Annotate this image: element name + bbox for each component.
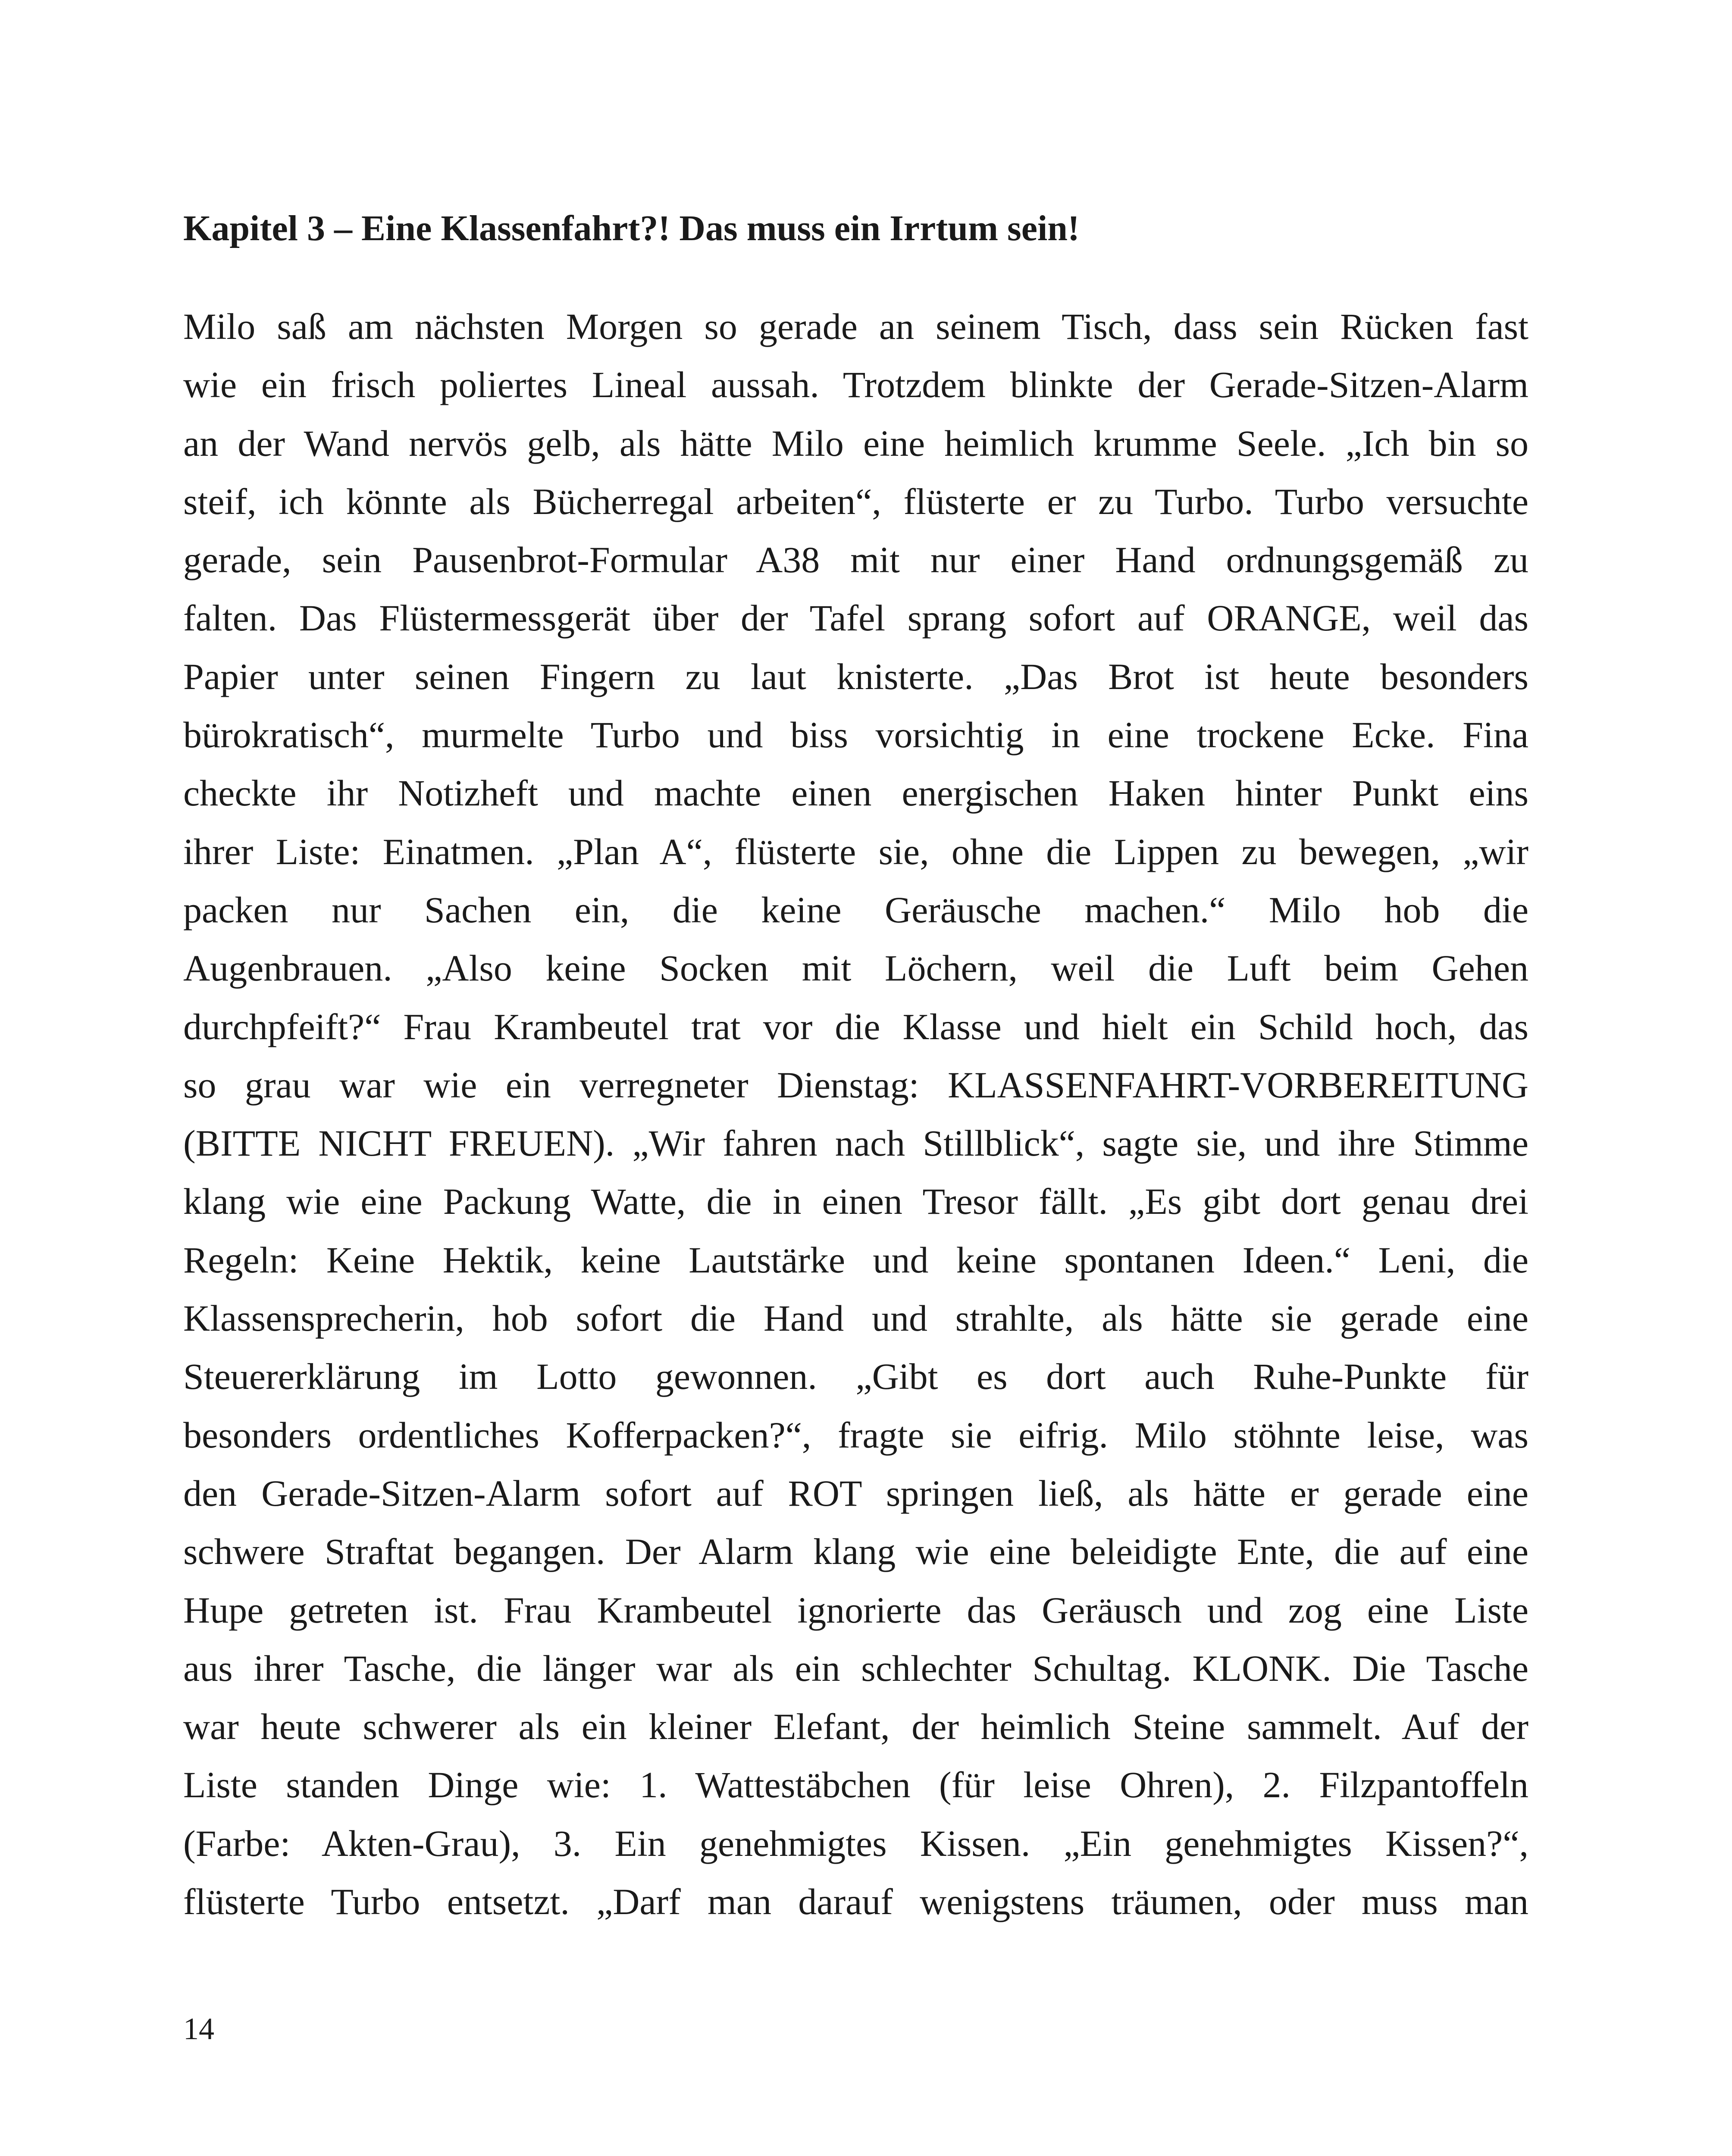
text-line: Liste standen Dinge wie: 1. Wattestäbchen (für leise Ohren), 2. Filzpantoffeln [183, 1764, 1528, 1806]
text-line: Milo saß am nächsten Morgen so gerade an seinem Tisch, dass sein Rücken fast [183, 306, 1528, 347]
text-line: Papier unter seinen Fingern zu laut knisterte. „Das Brot ist heute besonders [183, 655, 1528, 697]
text-line: durchpfeift?“ Frau Krambeutel trat vor die Klasse und hielt ein Schild hoch, das [183, 1006, 1528, 1047]
text-line: (Farbe: Akten-Grau), 3. Ein genehmigtes Kissen. „Ein genehmigtes Kissen?“, [183, 1822, 1528, 1864]
chapter-title: Kapitel 3 – Eine Klassenfahrt?! Das muss ein Irrtum sein! [183, 208, 1080, 248]
text-line: packen nur Sachen ein, die keine Geräusche machen.“ Milo hob die [183, 889, 1528, 931]
text-line: checkte ihr Notizheft und machte einen energischen Haken hinter Punkt eins [183, 772, 1528, 814]
text-line: Hupe getreten ist. Frau Krambeutel ignorierte das Geräusch und zog eine Liste [183, 1589, 1528, 1631]
text-line: so grau war wie ein verregneter Dienstag: KLASSENFAHRT-VORBEREITUNG [183, 1064, 1528, 1106]
page-number: 14 [183, 2012, 214, 2046]
text-line: an der Wand nervös gelb, als hätte Milo eine heimlich krumme Seele. „Ich bin so [183, 422, 1528, 464]
text-line: falten. Das Flüstermessgerät über der Tafel sprang sofort auf ORANGE, weil das [183, 597, 1528, 639]
text-line: besonders ordentliches Kofferpacken?“, fragte sie eifrig. Milo stöhnte leise, was [183, 1414, 1528, 1456]
text-line: Augenbrauen. „Also keine Socken mit Löchern, weil die Luft beim Gehen [183, 947, 1528, 989]
text-line: Regeln: Keine Hektik, keine Lautstärke und keine spontanen Ideen.“ Leni, die [183, 1239, 1528, 1281]
text-line: aus ihrer Tasche, die länger war als ein schlechter Schultag. KLONK. Die Tasche [183, 1647, 1528, 1689]
text-line: steif, ich könnte als Bücherregal arbeiten“, flüsterte er zu Turbo. Turbo versuchte [183, 480, 1528, 522]
text-line: bürokratisch“, murmelte Turbo und biss vorsichtig in eine trockene Ecke. Fina [183, 714, 1528, 756]
text-line: ihrer Liste: Einatmen. „Plan A“, flüsterte sie, ohne die Lippen zu bewegen, „wir [183, 830, 1528, 872]
text-line: Steuererklärung im Lotto gewonnen. „Gibt es dort auch Ruhe-Punkte für [183, 1356, 1528, 1398]
text-line: klang wie eine Packung Watte, die in einen Tresor fällt. „Es gibt dort genau drei [183, 1181, 1528, 1222]
text-line: flüsterte Turbo entsetzt. „Darf man darauf wenigstens träumen, oder muss man [183, 1881, 1528, 1923]
text-line: war heute schwerer als ein kleiner Elefant, der heimlich Steine sammelt. Auf der [183, 1706, 1528, 1748]
text-line: den Gerade-Sitzen-Alarm sofort auf ROT springen ließ, als hätte er gerade eine [183, 1472, 1528, 1514]
text-line: gerade, sein Pausenbrot-Formular A38 mit nur einer Hand ordnungsgemäß zu [183, 539, 1528, 581]
chapter-body-text [183, 298, 1528, 1931]
text-line: Klassensprecherin, hob sofort die Hand und strahlte, als hätte sie gerade eine [183, 1297, 1528, 1339]
text-line: wie ein frisch poliertes Lineal aussah. Trotzdem blinkte der Gerade-Sitzen-Alarm [183, 364, 1528, 406]
text-line: (BITTE NICHT FREUEN). „Wir fahren nach Stillblick“, sagte sie, und ihre Stimme [183, 1122, 1528, 1164]
text-line: schwere Straftat begangen. Der Alarm klang wie eine beleidigte Ente, die auf eine [183, 1531, 1528, 1573]
